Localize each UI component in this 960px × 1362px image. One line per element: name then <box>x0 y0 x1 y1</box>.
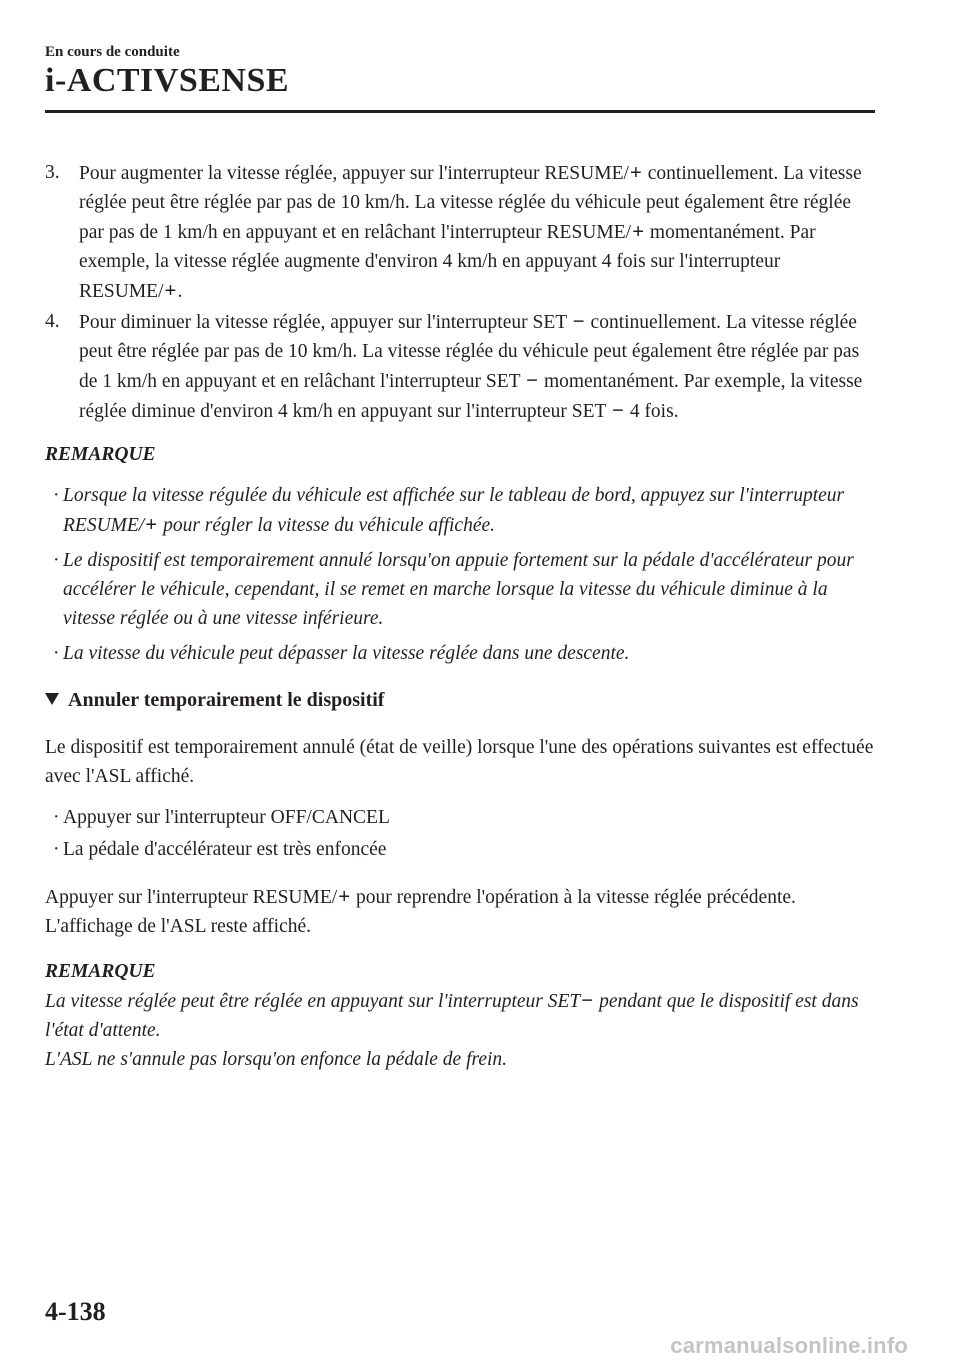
paragraph-resume <box>45 882 875 941</box>
paragraph-text: Appuyer sur l'interrupteur RESUME/ <box>45 887 338 908</box>
step-text: Pour diminuer la vitesse réglée, appuyer sur l'interrupteur SET <box>79 312 572 333</box>
watermark: carmanualsonline.info <box>670 1333 908 1358</box>
step-text: momentanément. Par exemple, la vitesse réglée diminue d'environ 4 km/h en appuyant sur l'interrupteur SET <box>79 371 863 422</box>
note-bullet <box>45 481 875 540</box>
paragraph-text: pour reprendre l'opération à la vitesse réglée précédente. L'affichage de l'ASL reste affiché. <box>45 887 796 937</box>
bullet-dot-icon: · <box>53 839 60 860</box>
step-number: 3. <box>45 162 60 183</box>
note-block-1 <box>45 440 875 668</box>
step-text: 4 fois. <box>624 401 679 422</box>
subsection-heading <box>45 686 875 715</box>
step-text: momentanément. Par exemple, la vitesse réglée augmente d'environ 4 km/h en appuyant 4 fois sur l'interrupteur RESUME/ <box>79 222 816 302</box>
note-text: L'ASL ne s'annule pas lorsqu'on enfonce la pédale de frein. <box>45 1049 508 1070</box>
step-text: continuellement. La vitesse réglée peut être réglée par pas de 10 km/h. La vitesse réglée du véhicule peut également être réglée par pas de 1 km/h en appuyant et en relâchant l'interrupteur SET <box>79 312 860 392</box>
operation-list <box>45 803 875 864</box>
note-text: La vitesse réglée peut être réglée en appuyant sur l'interrupteur SET− pendant que le dispositif est dans l'état d'attente. <box>45 988 859 1041</box>
minus-icon: − <box>526 368 539 392</box>
minus-icon: − <box>572 309 585 333</box>
note-text: pour régler la vitesse du véhicule affichée. <box>158 515 496 536</box>
paragraph-intro: Le dispositif est temporairement annulé (état de veille) lorsque l'une des opérations suivantes est effectuée avec l'ASL affiché. <box>45 737 874 787</box>
minus-icon: − <box>611 398 624 422</box>
note-bullets <box>45 481 875 668</box>
plus-icon: + <box>164 278 177 302</box>
step-text: continuellement. La vitesse réglée peut être réglée par pas de 10 km/h. La vitesse réglée du véhicule peut également être réglée par pas de 1 km/h en appuyant et en relâchant l'interrupteur RESUME/ <box>79 163 862 243</box>
bullet-dot-icon: · <box>53 550 60 571</box>
triangle-down-icon <box>45 693 59 705</box>
page-number: 4-138 <box>45 1297 106 1326</box>
step-number: 4. <box>45 311 60 332</box>
note-block-2 <box>45 957 875 1074</box>
list-item <box>45 835 875 864</box>
list-item-text: La pédale d'accélérateur est très enfoncée <box>63 839 387 860</box>
bullet-dot-icon: · <box>53 643 60 664</box>
subsection-title: Annuler temporairement le dispositif <box>68 689 385 711</box>
page-title: i-ACTIVSENSE <box>45 62 290 99</box>
plus-icon: + <box>338 884 351 908</box>
minus-icon: − <box>581 988 594 1012</box>
plus-icon: + <box>632 219 645 243</box>
list-item-text: Appuyer sur l'interrupteur OFF/CANCEL <box>63 807 390 828</box>
note-text: Lorsque la vitesse régulée du véhicule est affichée sur le tableau de bord, appuyez sur l'interrupteur RESUME/ <box>63 485 845 536</box>
list-item <box>45 803 875 832</box>
main-content <box>45 158 875 1074</box>
header-divider <box>45 110 875 113</box>
step-4 <box>45 307 875 426</box>
note-title: REMARQUE <box>45 444 156 465</box>
plus-icon: + <box>145 512 158 536</box>
note-text: Le dispositif est temporairement annulé lorsqu'on appuie fortement sur la pédale d'accélérateur pour accélérer le véhicule, cependant, il se remet en marche lorsque la vitesse du véhicule diminue à la vitesse réglée ou à une vitesse inférieure. <box>63 550 854 629</box>
note-bullet <box>45 639 875 668</box>
step-text: . <box>177 281 183 302</box>
plus-icon: + <box>629 160 642 184</box>
section-label: En cours de conduite <box>45 44 180 60</box>
note-bullet <box>45 546 875 633</box>
note-title: REMARQUE <box>45 961 156 982</box>
step-text: Pour augmenter la vitesse réglée, appuyer sur l'interrupteur RESUME/ <box>79 163 629 184</box>
bullet-dot-icon: · <box>53 485 60 506</box>
bullet-dot-icon: · <box>53 807 60 828</box>
step-3 <box>45 158 875 306</box>
note-text: La vitesse du véhicule peut dépasser la vitesse réglée dans une descente. <box>63 643 630 664</box>
